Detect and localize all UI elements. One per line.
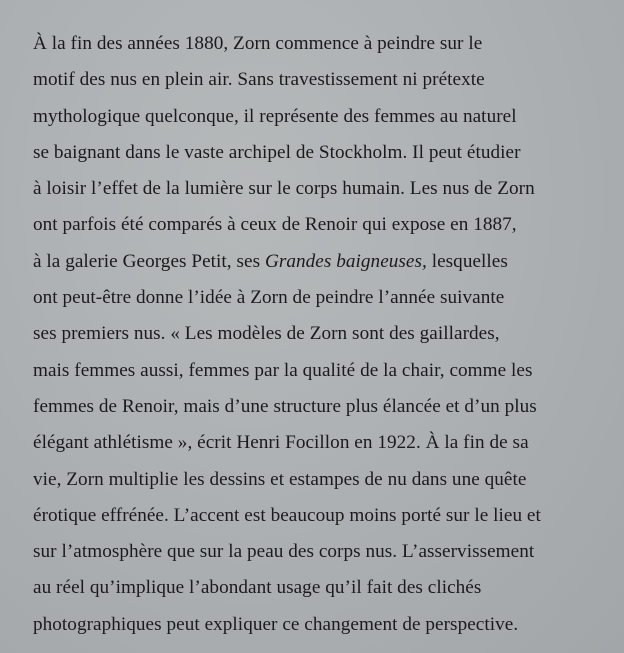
text-run: à loisir l’effet de la lumière sur le corps humain. Les nus de Zorn [33,178,535,200]
text-run: sur l’atmosphère que sur la peau des corps nus. L’asservissement [33,541,535,563]
text-run: se baignant dans le vaste archipel de Stockholm. Il peut étudier [33,141,521,163]
text-run: À la fin des années 1880, Zorn commence à peindre sur le [33,33,483,54]
wall-text-paragraph [33,26,613,643]
text-run: érotique effrénée. L’accent est beaucoup moins porté sur le lieu et [33,504,541,526]
text-line [33,534,613,570]
text-run: au réel qu’implique l’abondant usage qu’il fait des clichés [33,577,482,599]
text-run: ont peut-être donne l’idée à Zorn de peindre l’année suivante [33,287,505,309]
text-line [33,607,613,643]
text-run: vie, Zorn multiplie les dessins et estampes de nu dans une quête [33,468,527,490]
text-line [33,26,613,62]
text-run: femmes de Renoir, mais d’une structure plus élancée et d’un plus [33,395,537,417]
text-run: ses premiers nus. « Les modèles de Zorn sont des gaillardes, [33,323,500,345]
text-line [33,62,613,98]
text-run: mais femmes aussi, femmes par la qualité de la chair, comme les [33,359,533,381]
text-line [33,570,613,606]
text-run: lesquelles [426,250,508,272]
text-run: photographiques peut expliquer ce changement de perspective. [33,613,519,635]
text-line [33,462,613,498]
text-line [33,99,613,135]
text-line [33,135,613,171]
text-line [33,280,613,316]
text-run: motif des nus en plein air. Sans travestissement ni prétexte [33,69,485,91]
text-run: mythologique quelconque, il représente des femmes au naturel [33,105,517,127]
text-line [33,316,613,352]
text-line [33,498,613,534]
text-line [33,207,613,243]
text-line [33,244,613,280]
text-line [33,353,613,389]
text-run: à la galerie Georges Petit, ses [33,250,265,272]
text-run: élégant athlétisme », écrit Henri Focillon en 1922. À la fin de sa [33,432,529,454]
text-line [33,171,613,207]
artwork-title-italic: Grandes baigneuses, [264,250,427,272]
text-line [33,389,613,425]
text-run: ont parfois été comparés à ceux de Renoir qui expose en 1887, [33,214,517,236]
text-line [33,425,613,461]
